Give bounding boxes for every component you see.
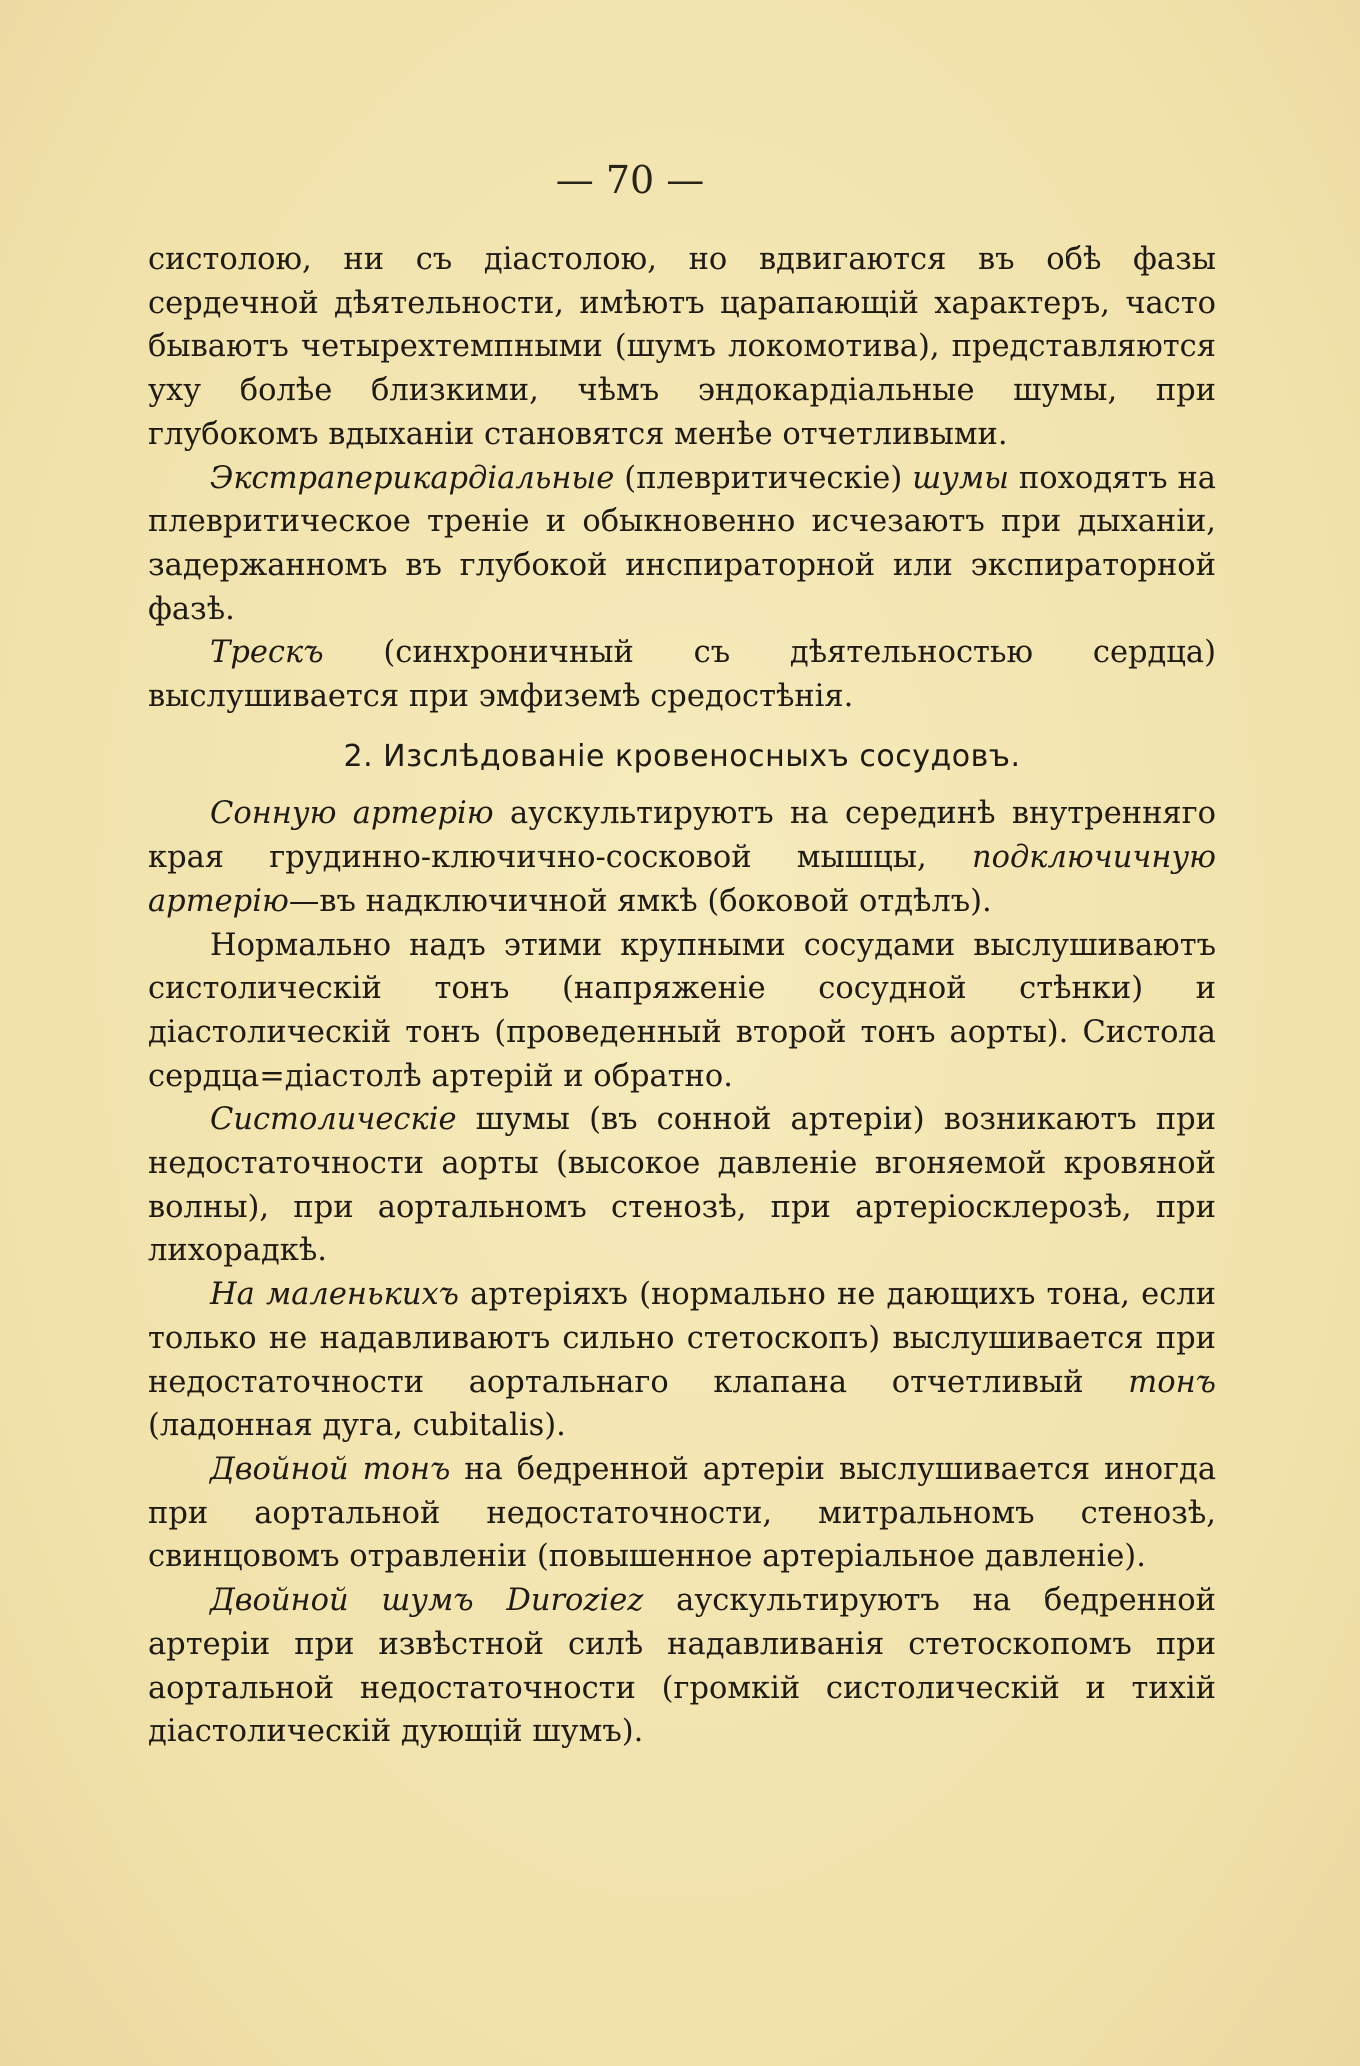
paragraph-text: шумы (въ сонной артеріи) возникаютъ при недостаточности аорты (высокое давленіе вгоняемой кровяной волны), при аортальномъ стенозѣ, при артеріосклерозѣ, при лихорадкѣ. — [148, 1102, 1216, 1269]
emphasis-term: подключичную артерію — [148, 840, 1216, 919]
paragraph-double-tone — [148, 1448, 1216, 1579]
emphasis-term: Двойной шумъ Durozіez — [210, 1583, 644, 1619]
emphasis-term: Трескъ — [210, 635, 324, 671]
paragraph-small-arteries — [148, 1273, 1216, 1448]
emphasis-term: Двойной тонъ — [210, 1451, 451, 1487]
emphasis-term: Сонную артерію — [210, 796, 494, 832]
paragraph-systolic-murmurs — [148, 1098, 1216, 1273]
emphasis-term: шумы — [912, 460, 1009, 496]
paragraph-crackle — [148, 631, 1216, 718]
page-body — [148, 238, 1216, 1754]
paragraph-text: аускультируютъ на серединѣ внутренняго края грудинно-ключично-сосковой мышцы, — [148, 796, 1216, 876]
paragraph-text: —въ надключичной ямкѣ (боковой отдѣлъ). — [288, 883, 992, 919]
paragraph-carotid — [148, 792, 1216, 923]
paragraph-text: (плевритическіе) — [614, 460, 913, 496]
paragraph-text: Нормально надъ этими крупными сосудами выслушиваютъ систолическій тонъ (напряженіе сосудной стѣнки) и діастолическій тонъ (проведенный второй тонъ аорты). Систола сердца=діастолѣ артерій и обратно. — [148, 927, 1216, 1094]
paragraph-extrapericardial — [148, 457, 1216, 632]
paragraph-text: систолою, ни съ діастолою, но вдвигаются въ обѣ фазы сердечной дѣятельности, имѣютъ царапающій характеръ, часто бываютъ четырехтемпными (шумъ локомотива), представляются уху болѣе близкими, чѣмъ эндокардіальные шумы, при глубокомъ вдыханіи становятся менѣе отчетливыми. — [148, 242, 1216, 452]
paragraph-text: (синхроничный съ дѣятельностью сердца) выслушивается при эмфиземѣ средостѣнія. — [148, 635, 1216, 715]
page-number: — 70 — — [555, 158, 705, 202]
paragraph-text: походятъ на плевритическое треніе и обыкновенно исчезаютъ при дыханіи, задержанномъ въ глубокой инспираторной или экспираторной фазѣ. — [148, 460, 1216, 627]
paragraph-text: на бедренной артеріи выслушивается иногда при аортальной недостаточности, митральномъ стенозѣ, свинцовомъ отравленіи (повышенное артеріальное давленіе). — [148, 1451, 1216, 1575]
paragraph-text: артеріяхъ (нормально не дающихъ тона, если только не надавливаютъ сильно стетоскопъ) выслушивается при недостаточности аортальнаго клапана отчетливый — [148, 1277, 1217, 1400]
paragraph-continuation — [148, 238, 1216, 457]
paragraph-normal-tones — [148, 924, 1216, 1099]
emphasis-term: Систолическіе — [210, 1102, 457, 1138]
emphasis-term: Экстраперикардіальные — [210, 460, 615, 496]
emphasis-term: тонъ — [1128, 1364, 1216, 1400]
paragraph-text: (ладонная дуга, cubitalis). — [148, 1408, 566, 1444]
emphasis-term: На маленькихъ — [210, 1277, 459, 1313]
paragraph-duroziez — [148, 1579, 1216, 1754]
section-heading: 2. Изслѣдованіе кровеносныхъ сосудовъ. — [343, 738, 1021, 774]
paragraph-text: аускультируютъ на бедренной артеріи при извѣстной силѣ надавливанія стетоскопомъ при аортальной недостаточности (громкій систолическій и тихій діастолическій дующій шумъ). — [148, 1583, 1216, 1750]
